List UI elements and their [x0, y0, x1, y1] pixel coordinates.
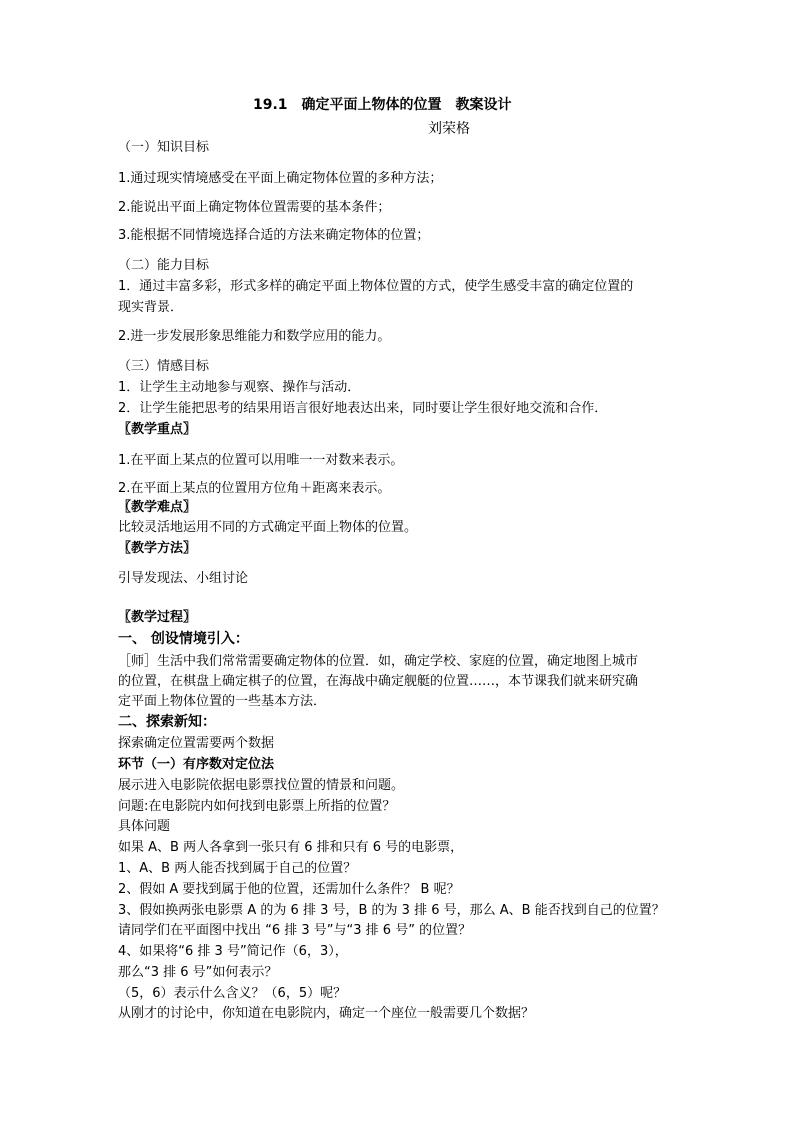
- ability-goal-2: 2.进一步发展形象思维能力和数学应用的能力。: [118, 329, 391, 344]
- question-3-line-1: 3、假如换两张电影票 A 的为 6 排 3 号，B 的为 3 排 6 号，那么 A、B 能否找到自己的位置？: [118, 903, 665, 918]
- step-1-line-1: 展示进入电影院依据电影票找位置的情景和问题。: [118, 778, 405, 793]
- methods-heading: 〖教学方法〗: [118, 541, 197, 556]
- step-1-line-2: 问题:在电影院内如何找到电影票上所指的位置？: [118, 799, 396, 814]
- key-point-2: 2.在平面上某点的位置用方位角＋距离来表示。: [118, 481, 391, 496]
- question-4-line-2: 那么“3 排 6 号”如何表示？: [118, 965, 278, 980]
- question-1: 1、A、B 两人能否找到属于自己的位置？: [118, 861, 357, 876]
- ability-goals-heading: （二）能力目标: [118, 258, 210, 273]
- question-4-line-1: 4、如果将“6 排 3 号”简记作（6，3），: [118, 944, 348, 959]
- key-point-1: 1.在平面上某点的位置可以用唯一一对数来表示。: [118, 453, 404, 468]
- section-1-paragraph-line-1: ［师］生活中我们常常需要确定物体的位置．如，确定学校、家庭的位置，确定地图上城市: [118, 654, 639, 669]
- question-6: 从刚才的讨论中，你知道在电影院内，确定一个座位一般需要几个数据？: [118, 1006, 535, 1021]
- document-author: 刘荣格: [428, 121, 470, 137]
- process-heading: 〖教学过程〗: [118, 610, 197, 625]
- knowledge-goal-1: 1.通过现实情境感受在平面上确定物体位置的多种方法；: [118, 171, 443, 186]
- knowledge-goals-heading: （一）知识目标: [118, 140, 210, 155]
- section-1-paragraph-line-3: 定平面上物体位置的一些基本方法．: [118, 694, 327, 709]
- knowledge-goal-3: 3.能根据不同情境选择合适的方法来确定物体的位置；: [118, 228, 430, 243]
- key-points-heading: 〖教学重点〗: [118, 422, 197, 437]
- emotion-goal-2: 2．让学生能把思考的结果用语言很好地表达出来，同时要让学生很好地交流和合作．: [118, 401, 608, 416]
- question-5: （5，6）表示什么含义？（6，5）呢？: [118, 986, 347, 1001]
- question-2: 2、假如 A 要找到属于他的位置，还需加什么条件？ B 呢？: [118, 882, 460, 897]
- section-1-paragraph-line-2: 的位置，在棋盘上确定棋子的位置，在海战中确定舰艇的位置……，本节课我们就来研究确: [118, 674, 639, 689]
- section-2-intro: 探索确定位置需要两个数据: [118, 736, 275, 751]
- emotion-goals-heading: （三）情感目标: [118, 359, 210, 374]
- methods-text: 引导发现法、小组讨论: [118, 571, 249, 586]
- emotion-goal-1: 1．让学生主动地参与观察、操作与活动．: [118, 380, 361, 395]
- document-title: 19.1 确定平面上物体的位置 教案设计: [253, 97, 512, 113]
- question-3-line-2: 请同学们在平面图中找出 “6 排 3 号”与“3 排 6 号” 的位置？: [118, 923, 472, 938]
- difficulty-text: 比较灵活地运用不同的方式确定平面上物体的位置。: [118, 520, 418, 535]
- difficulty-heading: 〖教学难点〗: [118, 500, 197, 515]
- step-1-heading: 环节（一）有序数对定位法: [118, 757, 275, 772]
- section-1-heading: 一、 创设情境引入：: [118, 631, 249, 647]
- section-2-heading: 二、探索新知：: [118, 714, 216, 730]
- step-1-line-3: 具体问题: [118, 819, 171, 834]
- step-1-line-4: 如果 A、B 两人各拿到一张只有 6 排和只有 6 号的电影票，: [118, 840, 464, 855]
- ability-goal-1-line-1: 1．通过丰富多彩，形式多样的确定平面上物体位置的方式，使学生感受丰富的确定位置的: [118, 279, 634, 294]
- knowledge-goal-2: 2.能说出平面上确定物体位置需要的基本条件；: [118, 200, 391, 215]
- ability-goal-1-line-2: 现实背景．: [118, 300, 184, 315]
